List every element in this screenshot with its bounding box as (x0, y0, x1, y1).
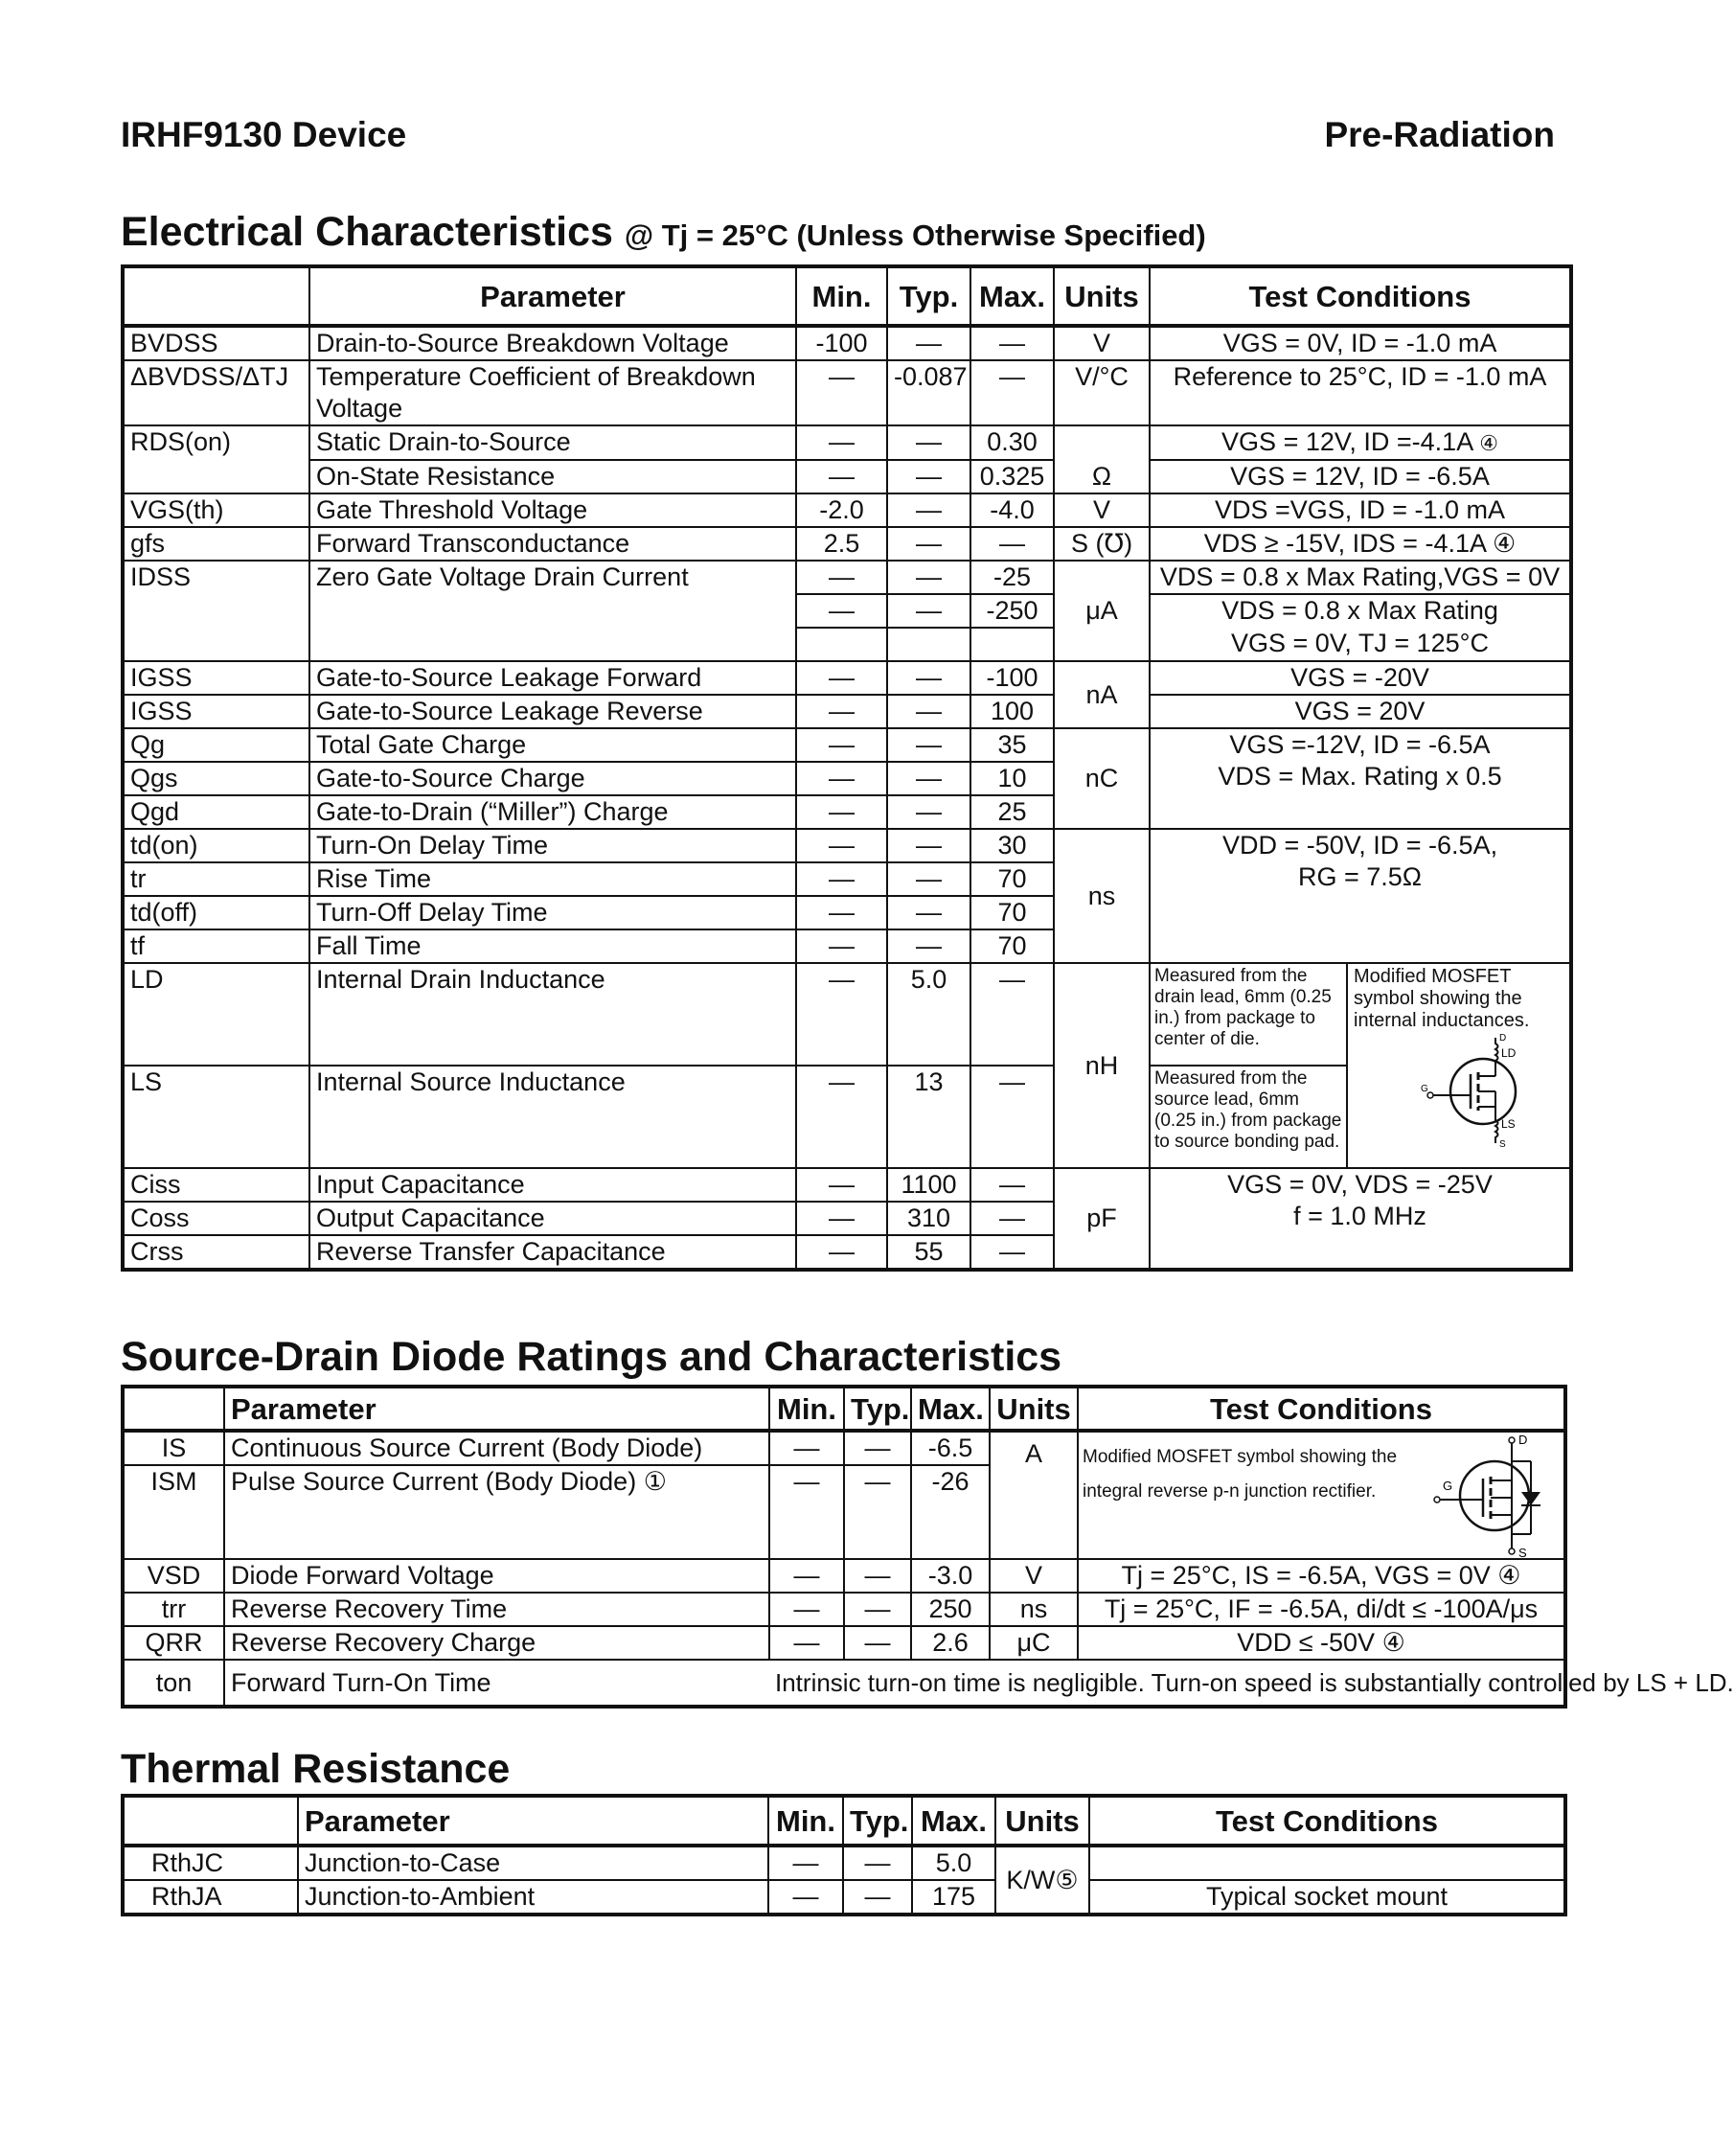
max-value: — (970, 963, 1054, 1066)
electrical-table (121, 264, 1573, 1272)
col-units: Units (990, 1387, 1078, 1431)
max-value: 35 (970, 728, 1054, 762)
symbol: trr (123, 1593, 224, 1626)
symbol: IGSS (123, 695, 309, 728)
parameter: Turn-Off Delay Time (309, 896, 796, 929)
typ-value: — (887, 460, 970, 493)
min-value: — (796, 1168, 887, 1202)
test-condition: VGS = 0V, TJ = 125°C (1150, 628, 1571, 661)
test-condition: VGS = 0V, VDS = -25V (1227, 1170, 1493, 1199)
symbol: ΔBVDSS/ΔTJ (123, 360, 309, 425)
min-value: — (768, 1880, 843, 1915)
max-value: — (970, 1235, 1054, 1270)
typ-value: — (844, 1465, 911, 1559)
typ-value: — (887, 527, 970, 561)
symbol: RthJA (123, 1880, 298, 1915)
symbol: Coss (123, 1202, 309, 1235)
min-value: — (796, 561, 887, 594)
test-condition: VDS = 0.8 x Max Rating (1150, 594, 1571, 628)
units: nH (1054, 963, 1150, 1168)
parameter-line-2: Voltage (316, 394, 403, 423)
units: nC (1054, 728, 1150, 829)
label-gate: G (1421, 1084, 1428, 1094)
max-value: -3.0 (911, 1559, 990, 1593)
min-value: — (796, 963, 887, 1066)
parameter: Internal Drain Inductance (309, 963, 796, 1066)
typ-value: — (887, 829, 970, 862)
symbol: gfs (123, 527, 309, 561)
symbol: ISM (123, 1465, 224, 1559)
test-condition-cell (1150, 728, 1571, 829)
parameter: Reverse Transfer Capacitance (309, 1235, 796, 1270)
test-condition-line-2: f = 1.0 MHz (1293, 1202, 1426, 1230)
symbol: td(off) (123, 896, 309, 929)
parameter: Gate-to-Source Leakage Reverse (309, 695, 796, 728)
footnote-4: ④ (1479, 431, 1498, 455)
parameter: Output Capacitance (309, 1202, 796, 1235)
symbol: IGSS (123, 661, 309, 695)
table-row (123, 1660, 1565, 1707)
min-value: — (796, 695, 887, 728)
symbol: BVDSS (123, 326, 309, 360)
max-value: -100 (970, 661, 1054, 695)
min-value: — (796, 795, 887, 829)
typ-value: — (887, 728, 970, 762)
min-value: 2.5 (796, 527, 887, 561)
diode-caption: Modified MOSFET symbol showing the integral reverse p-n junction rectifier. (1083, 1447, 1398, 1502)
parameter: Gate-to-Source Leakage Forward (309, 661, 796, 695)
max-value: 10 (970, 762, 1054, 795)
diode-symbol-cell (1078, 1431, 1565, 1559)
col-max: Max. (970, 266, 1054, 326)
parameter: Gate Threshold Voltage (309, 493, 796, 527)
test-condition: Measured from the source lead, 6mm (0.25 in.) from package to source bonding pad. (1150, 1066, 1347, 1168)
test-condition: VGS = -20V (1150, 661, 1571, 695)
units: V (1054, 493, 1150, 527)
test-condition: Typical socket mount (1089, 1880, 1565, 1915)
min-value: — (769, 1559, 844, 1593)
min-value: — (796, 762, 887, 795)
typ-value: — (844, 1431, 911, 1465)
min-value: — (796, 425, 887, 460)
parameter: Diode Forward Voltage (224, 1559, 769, 1593)
label-ls: LS (1501, 1117, 1516, 1131)
max-value: — (970, 326, 1054, 360)
col-min: Min. (769, 1387, 844, 1431)
parameter: Drain-to-Source Breakdown Voltage (309, 326, 796, 360)
table-row (123, 695, 1571, 728)
units: V (1054, 326, 1150, 360)
table-row (123, 829, 1571, 862)
diode-table (121, 1385, 1734, 1709)
typ-value: — (887, 695, 970, 728)
electrical-title: Electrical Characteristics (121, 209, 613, 255)
max-value: — (970, 360, 1054, 425)
symbol: ton (123, 1660, 224, 1707)
test-condition: VGS = 20V (1150, 695, 1571, 728)
typ-value: 55 (887, 1235, 970, 1270)
max-value: 70 (970, 896, 1054, 929)
test-condition: Tj = 25°C, IS = -6.5A, VGS = 0V ④ (1078, 1559, 1565, 1593)
radiation-status: Pre-Radiation (1324, 115, 1555, 154)
col-parameter: Parameter (224, 1387, 769, 1431)
test-condition-cell (1150, 829, 1571, 963)
col-max: Max. (912, 1796, 995, 1846)
min-value: — (796, 728, 887, 762)
parameter: Reverse Recovery Time (224, 1593, 769, 1626)
table-row (123, 493, 1571, 527)
max-value: — (970, 527, 1054, 561)
min-value: — (769, 1431, 844, 1465)
min-value: — (768, 1846, 843, 1880)
parameter: Gate-to-Drain (“Miller”) Charge (309, 795, 796, 829)
parameter: Pulse Source Current (Body Diode) ① (224, 1465, 769, 1559)
table-row (123, 963, 1571, 1066)
parameter: Junction-to-Case (298, 1846, 768, 1880)
table-row (123, 1593, 1565, 1626)
typ-value: — (843, 1880, 912, 1915)
inductance-symbol-cell (1347, 963, 1571, 1168)
typ-value: — (887, 326, 970, 360)
min-value: — (796, 896, 887, 929)
symbol: RthJC (123, 1846, 298, 1880)
device-title: IRHF9130 Device (121, 115, 407, 154)
units: K/W⑤ (995, 1846, 1089, 1915)
min-value: — (796, 1066, 887, 1168)
units: S (℧) (1054, 527, 1150, 561)
col-typ: Typ. (843, 1796, 912, 1846)
parameter: On-State Resistance (309, 460, 796, 493)
parameter: Forward Transconductance (309, 527, 796, 561)
max-value: 2.6 (911, 1626, 990, 1660)
col-units: Units (995, 1796, 1089, 1846)
parameter: Rise Time (309, 862, 796, 896)
min-value: — (796, 594, 887, 628)
typ-value: 1100 (887, 1168, 970, 1202)
col-test-conditions: Test Conditions (1078, 1387, 1565, 1431)
test-condition: VGS = 0V, ID = -1.0 mA (1150, 326, 1571, 360)
typ-value: — (844, 1626, 911, 1660)
col-test-conditions: Test Conditions (1089, 1796, 1565, 1846)
thermal-table (121, 1794, 1567, 1916)
typ-value: — (887, 493, 970, 527)
max-value: 30 (970, 829, 1054, 862)
min-value: — (796, 360, 887, 425)
table-row (123, 425, 1571, 460)
parameter: Temperature Coefficient of Breakdown (316, 362, 756, 391)
label-source: S (1499, 1139, 1506, 1150)
test-condition: Reference to 25°C, ID = -1.0 mA (1150, 360, 1571, 425)
min-value: — (769, 1465, 844, 1559)
max-value: 250 (911, 1593, 990, 1626)
test-condition: Measured from the drain lead, 6mm (0.25 in.) from package to center of die. (1150, 963, 1347, 1066)
typ-value: — (844, 1593, 911, 1626)
symbol-caption: Modified MOSFET symbol showing the internal inductances. (1354, 966, 1530, 1031)
typ-value: 310 (887, 1202, 970, 1235)
parameter: Reverse Recovery Charge (224, 1626, 769, 1660)
test-condition: Tj = 25°C, IF = -6.5A, di/dt ≤ -100A/μs (1078, 1593, 1565, 1626)
table-header-row (123, 1387, 1565, 1431)
test-condition: VGS = 12V, ID =-4.1A (1221, 427, 1472, 456)
max-value: -26 (911, 1465, 990, 1559)
parameter: Internal Source Inductance (309, 1066, 796, 1168)
typ-value: — (887, 795, 970, 829)
mosfet-inductance-diagram (1392, 1032, 1584, 1150)
symbol: RDS(on) (123, 425, 309, 493)
symbol: td(on) (123, 829, 309, 862)
test-condition: VGS =-12V, ID = -6.5A (1229, 730, 1491, 759)
col-test-conditions: Test Conditions (1150, 266, 1571, 326)
min-value: — (796, 1202, 887, 1235)
units: V/°C (1054, 360, 1150, 425)
label-drain: D (1499, 1033, 1507, 1044)
typ-value: — (887, 929, 970, 963)
symbol: Qg (123, 728, 309, 762)
electrical-subtitle: @ Tj = 25°C (Unless Otherwise Specified) (624, 218, 1206, 252)
test-condition-line-2: VDS = Max. Rating x 0.5 (1218, 762, 1502, 791)
symbol: QRR (123, 1626, 224, 1660)
table-row (123, 360, 1571, 425)
symbol: VSD (123, 1559, 224, 1593)
units: μA (1054, 561, 1150, 661)
min-value: — (796, 929, 887, 963)
min-value: — (796, 829, 887, 862)
symbol: IS (123, 1431, 224, 1465)
test-condition: VDS ≥ -15V, IDS = -4.1A ④ (1150, 527, 1571, 561)
symbol: IDSS (123, 561, 309, 661)
max-value: 100 (970, 695, 1054, 728)
table-row (123, 460, 1571, 493)
typ-value: — (887, 594, 970, 628)
col-typ: Typ. (887, 266, 970, 326)
units: A (990, 1431, 1078, 1559)
test-condition-cell (1150, 425, 1571, 460)
table-row (123, 1880, 1565, 1915)
parameter: Static Drain-to-Source (309, 425, 796, 460)
symbol: Qgd (123, 795, 309, 829)
min-value: -2.0 (796, 493, 887, 527)
symbol: LS (123, 1066, 309, 1168)
typ-value: 13 (887, 1066, 970, 1168)
test-condition-line-2: RG = 7.5Ω (1298, 862, 1422, 891)
max-value: -25 (970, 561, 1054, 594)
max-value: — (970, 1066, 1054, 1168)
parameter: Junction-to-Ambient (298, 1880, 768, 1915)
test-condition: VDS = 0.8 x Max Rating,VGS = 0V (1150, 561, 1571, 594)
symbol: LD (123, 963, 309, 1066)
typ-value: — (843, 1846, 912, 1880)
test-condition: Intrinsic turn-on time is negligible. Turn-on speed is substantially controlled by LS + LD. (769, 1660, 1565, 1707)
parameter: Zero Gate Voltage Drain Current (309, 561, 796, 661)
units: pF (1054, 1168, 1150, 1270)
table-row (123, 1846, 1565, 1880)
test-condition-cell (1150, 1168, 1571, 1270)
min-value: — (796, 1235, 887, 1270)
col-min: Min. (768, 1796, 843, 1846)
typ-value: 5.0 (887, 963, 970, 1066)
parameter: Continuous Source Current (Body Diode) (224, 1431, 769, 1465)
max-value: 0.30 (970, 425, 1054, 460)
typ-value: — (887, 561, 970, 594)
units: ns (1054, 829, 1150, 963)
table-row (123, 1626, 1565, 1660)
label-drain: D (1518, 1433, 1528, 1447)
parameter-cell (309, 360, 796, 425)
col-parameter: Parameter (298, 1796, 768, 1846)
parameter: Forward Turn-On Time (224, 1660, 769, 1707)
symbol: Ciss (123, 1168, 309, 1202)
col-units: Units (1054, 266, 1150, 326)
label-gate: G (1443, 1479, 1453, 1493)
units: ns (990, 1593, 1078, 1626)
min-value: — (796, 661, 887, 695)
min-value: — (796, 862, 887, 896)
max-value: -4.0 (970, 493, 1054, 527)
units: nA (1054, 661, 1150, 728)
symbol: VGS(th) (123, 493, 309, 527)
table-row (123, 728, 1571, 762)
max-value: -250 (970, 594, 1054, 628)
max-value: -6.5 (911, 1431, 990, 1465)
symbol: Crss (123, 1235, 309, 1270)
col-parameter: Parameter (309, 266, 796, 326)
test-condition: VDD ≤ -50V ④ (1078, 1626, 1565, 1660)
max-value: 25 (970, 795, 1054, 829)
test-condition: VDS =VGS, ID = -1.0 mA (1150, 493, 1571, 527)
max-value: — (970, 1202, 1054, 1235)
table-header-row (123, 266, 1571, 326)
typ-value: — (887, 762, 970, 795)
electrical-heading (121, 209, 1206, 256)
table-row (123, 1559, 1565, 1593)
units: Ω (1054, 425, 1150, 493)
typ-value: — (887, 862, 970, 896)
table-header-row (123, 1796, 1565, 1846)
parameter: Turn-On Delay Time (309, 829, 796, 862)
table-row (123, 326, 1571, 360)
table-row (123, 661, 1571, 695)
typ-value: -0.087 (887, 360, 970, 425)
max-value: 70 (970, 929, 1054, 963)
label-source: S (1518, 1546, 1527, 1560)
parameter: Total Gate Charge (309, 728, 796, 762)
min-value: — (769, 1593, 844, 1626)
max-value: 0.325 (970, 460, 1054, 493)
typ-value: — (844, 1559, 911, 1593)
typ-value: — (887, 661, 970, 695)
symbol: tf (123, 929, 309, 963)
min-value: -100 (796, 326, 887, 360)
max-value: 175 (912, 1880, 995, 1915)
col-typ: Typ. (844, 1387, 911, 1431)
col-min: Min. (796, 266, 887, 326)
thermal-title: Thermal Resistance (121, 1746, 511, 1792)
test-condition: VGS = 12V, ID = -6.5A (1150, 460, 1571, 493)
diode-title: Source-Drain Diode Ratings and Characteristics (121, 1334, 1062, 1380)
col-max: Max. (911, 1387, 990, 1431)
test-condition: VDD = -50V, ID = -6.5A, (1221, 831, 1498, 860)
parameter: Fall Time (309, 929, 796, 963)
units: V (990, 1559, 1078, 1593)
min-value: — (769, 1626, 844, 1660)
label-ld: LD (1501, 1046, 1517, 1060)
mosfet-body-diode-diagram (1426, 1433, 1560, 1559)
max-value: 5.0 (912, 1846, 995, 1880)
table-row (123, 1168, 1571, 1202)
typ-value: — (887, 425, 970, 460)
symbol: tr (123, 862, 309, 896)
typ-value: — (887, 896, 970, 929)
parameter: Gate-to-Source Charge (309, 762, 796, 795)
table-row (123, 561, 1571, 594)
table-row (123, 527, 1571, 561)
symbol: Qgs (123, 762, 309, 795)
table-row (123, 1431, 1565, 1465)
max-value: — (970, 1168, 1054, 1202)
max-value: 70 (970, 862, 1054, 896)
parameter: Input Capacitance (309, 1168, 796, 1202)
min-value: — (796, 460, 887, 493)
test-condition (1089, 1846, 1565, 1880)
units: μC (990, 1626, 1078, 1660)
